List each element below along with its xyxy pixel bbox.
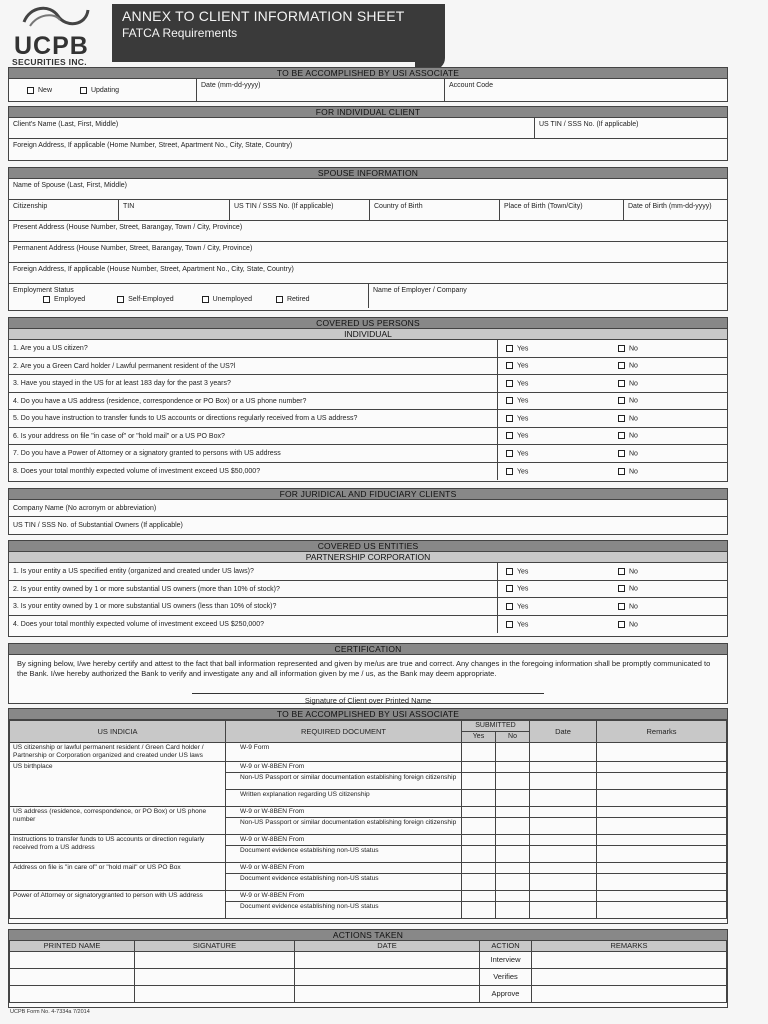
remarks-cell[interactable] bbox=[597, 902, 727, 919]
yes-option[interactable] bbox=[498, 380, 610, 387]
date-cell[interactable] bbox=[530, 891, 597, 902]
printed-name-cell[interactable] bbox=[10, 986, 135, 1003]
no-label: No bbox=[629, 567, 638, 575]
question-text: 5. Do you have instruction to transfer funds to US accounts or directions regularly received from a US address? bbox=[9, 410, 498, 427]
juridical-header: FOR JURIDICAL AND FIDUCIARY CLIENTS bbox=[9, 489, 727, 500]
yes-label: Yes bbox=[517, 567, 529, 575]
document-row bbox=[10, 743, 727, 762]
no-checkbox[interactable] bbox=[618, 450, 625, 457]
submitted-no-cell[interactable] bbox=[496, 863, 530, 874]
remarks-cell[interactable] bbox=[597, 863, 727, 874]
self-employed-checkbox[interactable] bbox=[117, 296, 124, 303]
submitted-yes-cell[interactable] bbox=[462, 846, 496, 863]
no-label: No bbox=[629, 467, 638, 475]
question-row bbox=[9, 563, 727, 581]
client-name-label: Client's Name (Last, First, Middle) bbox=[13, 121, 119, 128]
employer-label: Name of Employer / Company bbox=[373, 287, 467, 294]
no-checkbox[interactable] bbox=[618, 362, 625, 369]
signature-cell[interactable] bbox=[135, 952, 295, 969]
unemployed-label: Unemployed bbox=[212, 296, 252, 303]
date-cell[interactable] bbox=[530, 773, 597, 790]
no-option[interactable] bbox=[610, 468, 727, 475]
covered-entities-section bbox=[8, 540, 728, 637]
date-cell[interactable] bbox=[530, 835, 597, 846]
yes-label: Yes bbox=[517, 620, 529, 628]
yes-checkbox[interactable] bbox=[506, 450, 513, 457]
present-address-label: Present Address (House Number, Street, Barangay, Town / City, Province) bbox=[13, 224, 243, 231]
submitted-yes-cell[interactable] bbox=[462, 762, 496, 773]
no-checkbox[interactable] bbox=[618, 603, 625, 610]
submitted-no-cell[interactable] bbox=[496, 835, 530, 846]
yes-option[interactable] bbox=[498, 468, 610, 475]
no-option[interactable] bbox=[610, 450, 727, 457]
documents-table bbox=[9, 720, 727, 919]
question-text: 3. Is your entity owned by 1 or more substantial US owners (less than 10% of stock)? bbox=[9, 598, 498, 615]
place-of-birth-field[interactable] bbox=[500, 200, 624, 220]
actions-header: ACTIONS TAKEN bbox=[9, 930, 727, 941]
certification-header: CERTIFICATION bbox=[9, 644, 727, 655]
yes-label: Yes bbox=[517, 602, 529, 610]
no-checkbox[interactable] bbox=[618, 432, 625, 439]
retired-label: Retired bbox=[286, 296, 310, 303]
page-subtitle: FATCA Requirements bbox=[122, 26, 238, 40]
yes-label: Yes bbox=[517, 379, 529, 387]
citizenship-label: Citizenship bbox=[13, 203, 48, 210]
permanent-address-label: Permanent Address (House Number, Street, Barangay, Town / City, Province) bbox=[13, 245, 253, 252]
no-checkbox[interactable] bbox=[618, 415, 625, 422]
individual-client-section bbox=[8, 106, 728, 161]
yes-label: Yes bbox=[517, 585, 529, 593]
no-checkbox[interactable] bbox=[618, 397, 625, 404]
yes-option[interactable] bbox=[498, 603, 610, 610]
yes-option[interactable] bbox=[498, 362, 610, 369]
yes-option[interactable] bbox=[498, 568, 610, 575]
action-row bbox=[10, 986, 727, 1003]
covered-entities-questions bbox=[9, 563, 727, 633]
action-cell: Approve bbox=[480, 986, 532, 1003]
remarks-cell[interactable] bbox=[597, 874, 727, 891]
no-label: No bbox=[629, 362, 638, 370]
no-label: No bbox=[629, 432, 638, 440]
remarks-cell[interactable] bbox=[597, 835, 727, 846]
action-date-cell[interactable] bbox=[295, 986, 480, 1003]
yes-label: Yes bbox=[517, 397, 529, 405]
actions-section bbox=[8, 929, 728, 1008]
yes-option[interactable] bbox=[498, 450, 610, 457]
yes-checkbox[interactable] bbox=[506, 380, 513, 387]
col-action-date: DATE bbox=[295, 941, 480, 952]
yes-checkbox[interactable] bbox=[506, 397, 513, 404]
country-of-birth-field[interactable] bbox=[370, 200, 500, 220]
signature-cell[interactable] bbox=[135, 986, 295, 1003]
date-of-birth-field[interactable] bbox=[624, 200, 727, 220]
no-option[interactable] bbox=[610, 621, 727, 628]
question-row bbox=[9, 375, 727, 393]
covered-persons-subheader: INDIVIDUAL bbox=[9, 329, 727, 340]
required-document-cell: Document evidence establishing non-US status bbox=[226, 902, 462, 919]
client-type-cell bbox=[9, 79, 197, 101]
action-remarks-cell[interactable] bbox=[532, 986, 727, 1003]
actions-table bbox=[9, 941, 727, 1003]
document-row bbox=[10, 807, 727, 818]
yes-option[interactable] bbox=[498, 621, 610, 628]
submitted-yes-cell[interactable] bbox=[462, 790, 496, 807]
printed-name-cell[interactable] bbox=[10, 969, 135, 986]
required-document-cell: Document evidence establishing non-US status bbox=[226, 874, 462, 891]
client-signature-line[interactable]: Signature of Client over Printed Name bbox=[192, 693, 544, 705]
submitted-no-cell[interactable] bbox=[496, 773, 530, 790]
title-banner bbox=[112, 4, 445, 62]
document-row bbox=[10, 835, 727, 846]
question-text: 2. Is your entity owned by 1 or more substantial US owners (more than 10% of stock)? bbox=[9, 581, 498, 598]
col-no: No bbox=[496, 732, 530, 743]
question-text: 1. Are you a US citizen? bbox=[9, 340, 498, 357]
us-indicia-cell: Instructions to transfer funds to US accounts or direction regularly received from a US address bbox=[10, 835, 226, 863]
spouse-us-tin-label: US TIN / SSS No. (If applicable) bbox=[234, 203, 334, 210]
employer-field[interactable] bbox=[369, 284, 727, 308]
documents-section bbox=[8, 708, 728, 924]
question-row bbox=[9, 445, 727, 463]
yes-checkbox[interactable] bbox=[506, 468, 513, 475]
no-option[interactable] bbox=[610, 603, 727, 610]
required-document-cell: W-9 or W-8BEN From bbox=[226, 863, 462, 874]
yes-label: Yes bbox=[517, 362, 529, 370]
submitted-no-cell[interactable] bbox=[496, 807, 530, 818]
question-row bbox=[9, 428, 727, 446]
col-submitted: SUBMITTED bbox=[462, 721, 530, 732]
updating-label: Updating bbox=[90, 87, 119, 94]
yes-checkbox[interactable] bbox=[506, 432, 513, 439]
covered-entities-header: COVERED US ENTITIES bbox=[9, 541, 727, 552]
spouse-section bbox=[8, 167, 728, 311]
no-option[interactable] bbox=[610, 380, 727, 387]
no-label: No bbox=[629, 379, 638, 387]
no-label: No bbox=[629, 344, 638, 352]
yes-option[interactable] bbox=[498, 345, 610, 352]
yes-checkbox[interactable] bbox=[506, 585, 513, 592]
yes-checkbox[interactable] bbox=[506, 415, 513, 422]
updating-checkbox[interactable] bbox=[80, 87, 87, 94]
question-row bbox=[9, 463, 727, 481]
company-name-label: Company Name (No acronym or abbreviation) bbox=[13, 505, 157, 512]
individual-header: FOR INDIVIDUAL CLIENT bbox=[9, 107, 727, 118]
place-of-birth-label: Place of Birth (Town/City) bbox=[504, 203, 583, 210]
unemployed-option[interactable] bbox=[202, 295, 252, 304]
question-text: 1. Is your entity a US specified entity (organized and created under US laws)? bbox=[9, 563, 498, 580]
date-cell[interactable] bbox=[530, 863, 597, 874]
page-title: ANNEX TO CLIENT INFORMATION SHEET bbox=[122, 8, 405, 24]
updating-checkbox-group[interactable] bbox=[80, 87, 119, 94]
covered-persons-questions bbox=[9, 340, 727, 480]
remarks-cell[interactable] bbox=[597, 790, 727, 807]
date-cell[interactable] bbox=[530, 762, 597, 773]
yes-label: Yes bbox=[517, 449, 529, 457]
us-indicia-cell: US citizenship or lawful permanent resident / Green Card holder / Partnership or Corporation organized and created under US laws bbox=[10, 743, 226, 762]
unemployed-checkbox[interactable] bbox=[202, 296, 209, 303]
submitted-yes-cell[interactable] bbox=[462, 891, 496, 902]
yes-checkbox[interactable] bbox=[506, 362, 513, 369]
no-checkbox[interactable] bbox=[618, 380, 625, 387]
submitted-no-cell[interactable] bbox=[496, 762, 530, 773]
yes-label: Yes bbox=[517, 344, 529, 352]
yes-option[interactable] bbox=[498, 432, 610, 439]
certification-section bbox=[8, 643, 728, 704]
yes-label: Yes bbox=[517, 432, 529, 440]
no-checkbox[interactable] bbox=[618, 468, 625, 475]
submitted-yes-cell[interactable] bbox=[462, 874, 496, 891]
no-checkbox[interactable] bbox=[618, 585, 625, 592]
substantial-owners-tin-label: US TIN / SSS No. of Substantial Owners (If applicable) bbox=[13, 522, 183, 529]
no-label: No bbox=[629, 414, 638, 422]
yes-label: Yes bbox=[517, 414, 529, 422]
yes-option[interactable] bbox=[498, 397, 610, 404]
us-indicia-cell: Power of Attorney or signatorygranted to person with US address bbox=[10, 891, 226, 919]
question-text: 7. Do you have a Power of Attorney or a signatory granted to persons with US address bbox=[9, 445, 498, 462]
yes-checkbox[interactable] bbox=[506, 603, 513, 610]
certification-text: By signing below, I/we hereby certify and attest to the fact that ball information represented and given by me/us are true and correct. Any changes in the foregoing information shall be promptly communicated to the Bank. I/we hereby authorized the Bank to verify and investigate any and all information given by me / us, as the Bank may deem appropriate. bbox=[17, 659, 711, 678]
question-row bbox=[9, 616, 727, 634]
date-cell[interactable] bbox=[530, 874, 597, 891]
submitted-yes-cell[interactable] bbox=[462, 743, 496, 762]
spouse-foreign-address-label: Foreign Address, If applicable (House Number, Street, Apartment No., City, State, Country) bbox=[13, 266, 294, 273]
col-signature: SIGNATURE bbox=[135, 941, 295, 952]
employed-option[interactable] bbox=[43, 295, 85, 304]
document-row bbox=[10, 762, 727, 773]
covered-persons-section bbox=[8, 317, 728, 482]
submitted-yes-cell[interactable] bbox=[462, 902, 496, 919]
submitted-no-cell[interactable] bbox=[496, 818, 530, 835]
no-checkbox[interactable] bbox=[618, 568, 625, 575]
account-code-field[interactable] bbox=[445, 79, 727, 101]
date-of-birth-label: Date of Birth (mm-dd-yyyy) bbox=[628, 203, 712, 210]
juridical-section bbox=[8, 488, 728, 535]
no-label: No bbox=[629, 397, 638, 405]
logo-name: UCPB bbox=[14, 32, 89, 60]
required-document-cell: W-9 Form bbox=[226, 743, 462, 762]
submitted-no-cell[interactable] bbox=[496, 846, 530, 863]
remarks-cell[interactable] bbox=[597, 818, 727, 835]
self-employed-label: Self-Employed bbox=[128, 296, 174, 303]
permanent-address-field[interactable] bbox=[9, 242, 727, 262]
new-label: New bbox=[38, 87, 53, 94]
us-indicia-cell: Address on file is "in care of" or "hold mail" or US PO Box bbox=[10, 863, 226, 891]
employed-checkbox[interactable] bbox=[43, 296, 50, 303]
required-document-cell: W-9 or W-8BEN From bbox=[226, 835, 462, 846]
remarks-cell[interactable] bbox=[597, 846, 727, 863]
date-label: Date (mm-dd-yyyy) bbox=[201, 82, 261, 89]
required-document-cell: W-9 or W-8BEN From bbox=[226, 891, 462, 902]
us-indicia-cell: US address (residence, correspondence, or PO Box) or US phone number bbox=[10, 807, 226, 835]
submitted-yes-cell[interactable] bbox=[462, 835, 496, 846]
document-row bbox=[10, 891, 727, 902]
covered-entities-subheader: PARTNERSHIP CORPORATION bbox=[9, 552, 727, 563]
submitted-no-cell[interactable] bbox=[496, 743, 530, 762]
spouse-header: SPOUSE INFORMATION bbox=[9, 168, 727, 179]
action-date-cell[interactable] bbox=[295, 952, 480, 969]
action-remarks-cell[interactable] bbox=[532, 969, 727, 986]
submitted-yes-cell[interactable] bbox=[462, 818, 496, 835]
action-remarks-cell[interactable] bbox=[532, 952, 727, 969]
usi-section bbox=[8, 67, 728, 102]
no-label: No bbox=[629, 602, 638, 610]
action-date-cell[interactable] bbox=[295, 969, 480, 986]
remarks-cell[interactable] bbox=[597, 762, 727, 773]
submitted-no-cell[interactable] bbox=[496, 891, 530, 902]
yes-checkbox[interactable] bbox=[506, 345, 513, 352]
yes-option[interactable] bbox=[498, 415, 610, 422]
no-label: No bbox=[629, 585, 638, 593]
covered-persons-header: COVERED US PERSONS bbox=[9, 318, 727, 329]
tin-label: TIN bbox=[123, 203, 135, 210]
no-option[interactable] bbox=[610, 432, 727, 439]
question-text: 4. Does your total monthly expected volume of investment exceed US $250,000? bbox=[9, 616, 498, 634]
remarks-cell[interactable] bbox=[597, 773, 727, 790]
col-printed-name: PRINTED NAME bbox=[10, 941, 135, 952]
no-option[interactable] bbox=[610, 362, 727, 369]
citizenship-field[interactable] bbox=[9, 200, 119, 220]
remarks-cell[interactable] bbox=[597, 743, 727, 762]
us-indicia-cell: US birthplace bbox=[10, 762, 226, 807]
action-row bbox=[10, 969, 727, 986]
no-option[interactable] bbox=[610, 345, 727, 352]
yes-option[interactable] bbox=[498, 585, 610, 592]
submitted-yes-cell[interactable] bbox=[462, 773, 496, 790]
required-document-cell: Document evidence establishing non-US status bbox=[226, 846, 462, 863]
question-text: 6. Is your address on file "in case of" or "hold mail" or a US PO Box? bbox=[9, 428, 498, 445]
question-text: 2. Are you a Green Card holder / Lawful permanent resident of the US?l bbox=[9, 358, 498, 375]
required-document-cell: W-9 or W-8BEN From bbox=[226, 762, 462, 773]
no-label: No bbox=[629, 449, 638, 457]
action-cell: Interview bbox=[480, 952, 532, 969]
employment-status-label: Employment Status bbox=[13, 287, 74, 294]
remarks-cell[interactable] bbox=[597, 891, 727, 902]
question-row bbox=[9, 358, 727, 376]
client-foreign-address-label: Foreign Address, If applicable (Home Number, Street, Apartment No., City, State, Country) bbox=[13, 142, 293, 149]
country-of-birth-label: Country of Birth bbox=[374, 203, 423, 210]
employment-status-field bbox=[9, 284, 369, 308]
date-cell[interactable] bbox=[530, 790, 597, 807]
spouse-us-tin-field[interactable] bbox=[230, 200, 370, 220]
col-yes: Yes bbox=[462, 732, 496, 743]
new-checkbox[interactable] bbox=[27, 87, 34, 94]
question-text: 3. Have you stayed in the US for at least 183 day for the past 3 years? bbox=[9, 375, 498, 392]
logo-subtitle: SECURITIES INC. bbox=[12, 57, 87, 67]
required-document-cell: W-9 or W-8BEN From bbox=[226, 807, 462, 818]
company-logo bbox=[12, 2, 112, 67]
col-remarks: Remarks bbox=[597, 721, 727, 743]
client-name-field[interactable] bbox=[9, 118, 535, 138]
no-checkbox[interactable] bbox=[618, 345, 625, 352]
required-document-cell: Non-US Passport or similar documentation establishing foreign citizenship bbox=[226, 818, 462, 835]
spouse-foreign-address-field[interactable] bbox=[9, 263, 727, 283]
action-row bbox=[10, 952, 727, 969]
account-code-label: Account Code bbox=[449, 82, 493, 89]
client-tin-label: US TIN / SSS No. (If applicable) bbox=[539, 121, 639, 128]
action-cell: Verifies bbox=[480, 969, 532, 986]
client-tin-field[interactable] bbox=[535, 118, 727, 138]
yes-label: Yes bbox=[517, 467, 529, 475]
tin-field[interactable] bbox=[119, 200, 230, 220]
document-row bbox=[10, 863, 727, 874]
col-action: ACTION bbox=[480, 941, 532, 952]
date-cell[interactable] bbox=[530, 807, 597, 818]
form-number: UCPB Form No. 4-7334a 7/2014 bbox=[10, 1009, 90, 1015]
submitted-no-cell[interactable] bbox=[496, 790, 530, 807]
question-row bbox=[9, 340, 727, 358]
no-option[interactable] bbox=[610, 568, 727, 575]
printed-name-cell[interactable] bbox=[10, 952, 135, 969]
submitted-yes-cell[interactable] bbox=[462, 807, 496, 818]
question-row bbox=[9, 598, 727, 616]
date-cell[interactable] bbox=[530, 818, 597, 835]
submitted-no-cell[interactable] bbox=[496, 874, 530, 891]
documents-header: TO BE ACCOMPLISHED BY USI ASSOCIATE bbox=[9, 709, 727, 720]
substantial-owners-tin-field[interactable] bbox=[9, 517, 727, 534]
col-action-remarks: REMARKS bbox=[532, 941, 727, 952]
present-address-field[interactable] bbox=[9, 221, 727, 241]
submitted-yes-cell[interactable] bbox=[462, 863, 496, 874]
company-name-field[interactable] bbox=[9, 500, 727, 516]
employed-label: Employed bbox=[54, 296, 86, 303]
yes-checkbox[interactable] bbox=[506, 568, 513, 575]
new-checkbox-group[interactable] bbox=[27, 87, 52, 94]
date-cell[interactable] bbox=[530, 743, 597, 762]
date-field[interactable] bbox=[197, 79, 445, 101]
col-required-document: REQUIRED DOCUMENT bbox=[226, 721, 462, 743]
date-cell[interactable] bbox=[530, 902, 597, 919]
no-option[interactable] bbox=[610, 585, 727, 592]
question-text: 4. Do you have a US address (residence, correspondence or PO Box) or a US phone number? bbox=[9, 393, 498, 410]
client-foreign-address-field[interactable] bbox=[9, 139, 727, 160]
remarks-cell[interactable] bbox=[597, 807, 727, 818]
signature-cell[interactable] bbox=[135, 969, 295, 986]
spouse-name-field[interactable] bbox=[9, 179, 727, 199]
required-document-cell: Written explanation regarding US citizenship bbox=[226, 790, 462, 807]
question-row bbox=[9, 410, 727, 428]
no-checkbox[interactable] bbox=[618, 621, 625, 628]
no-option[interactable] bbox=[610, 415, 727, 422]
yes-checkbox[interactable] bbox=[506, 621, 513, 628]
question-row bbox=[9, 581, 727, 599]
submitted-no-cell[interactable] bbox=[496, 902, 530, 919]
self-employed-option[interactable] bbox=[117, 295, 174, 304]
retired-option[interactable] bbox=[276, 295, 310, 304]
no-label: No bbox=[629, 620, 638, 628]
date-cell[interactable] bbox=[530, 846, 597, 863]
required-document-cell: Non-US Passport or similar documentation establishing foreign citizenship bbox=[226, 773, 462, 790]
logo-swirl-icon bbox=[20, 2, 92, 30]
usi-header: TO BE ACCOMPLISHED BY USI ASSOCIATE bbox=[9, 68, 727, 79]
no-option[interactable] bbox=[610, 397, 727, 404]
col-date: Date bbox=[530, 721, 597, 743]
spouse-name-label: Name of Spouse (Last, First, Middle) bbox=[13, 182, 127, 189]
col-us-indicia: US INDICIA bbox=[10, 721, 226, 743]
question-text: 8. Does your total monthly expected volume of investment exceed US $50,000? bbox=[9, 463, 498, 481]
retired-checkbox[interactable] bbox=[276, 296, 283, 303]
question-row bbox=[9, 393, 727, 411]
